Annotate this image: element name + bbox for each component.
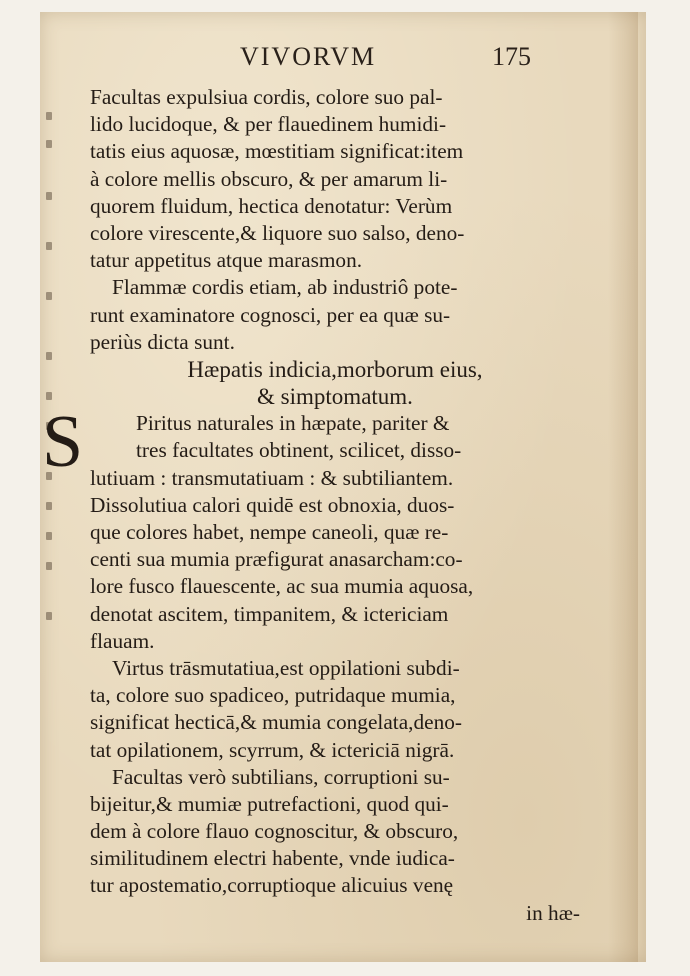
text-line: Piritus naturales in hæpate, pariter & [136, 411, 450, 436]
text-line: Virtus trāsmutatiua,est oppilationi subdi- [112, 655, 460, 680]
text-line: denotat ascitem, timpanitem, & ictericiam [90, 601, 449, 626]
text-line: que colores habet, nempe caneoli, quæ re- [90, 520, 449, 544]
text-line: tres facultates obtinent, scilicet, disso- [136, 438, 462, 463]
text-line: Facultas verò subtilians, corruptioni su- [112, 764, 450, 789]
book-page [40, 12, 646, 962]
running-head: VIVORVM [240, 42, 377, 71]
bleed-through-marks [40, 92, 62, 652]
text-line: flauam. [90, 628, 155, 653]
drop-capital: S [42, 401, 84, 483]
text-line: quorem fluidum, hectica denotatur: Verùm [90, 193, 453, 218]
page-header [40, 42, 646, 82]
text-line: Dissolutiua calori quidē est obnoxia, duos- [90, 492, 455, 517]
page-number: 175 [492, 42, 531, 71]
text-line: significat hecticā,& mumia congelata,deno- [90, 710, 462, 735]
section-heading: Hæpatis indicia,morborum eius, [187, 356, 483, 382]
text-line: tur apostematio,corruptioque alicuius venę [90, 873, 454, 898]
text-line: lido lucidoque, & per flauedinem humidi- [90, 112, 447, 137]
text-line: tatur appetitus atque marasmon. [90, 248, 363, 273]
text-line: lutiuam : transmutatiuam : & subtiliantem. [90, 465, 454, 490]
text-line: runt examinatore cognosci, per ea quæ su- [90, 302, 451, 327]
text-line: tatis eius aquosæ, mœstitiam significat:item [90, 139, 464, 164]
catchword: in hæ- [526, 900, 580, 925]
body-text [90, 84, 580, 927]
text-line: periùs dicta sunt. [90, 329, 235, 354]
text-line: colore virescente,& liquore suo salso, deno- [90, 220, 465, 245]
page-edge-stain [608, 12, 638, 962]
text-line: tat opilationem, scyrrum, & ictericiā nigrā. [90, 737, 455, 762]
text-line: Flammæ cordis etiam, ab industriô pote- [112, 275, 458, 300]
text-line: bijeitur,& mumiæ putrefactioni, quod qui- [90, 791, 449, 816]
section-heading: & simptomatum. [257, 384, 413, 410]
text-line: Facultas expulsiua cordis, colore suo pal- [90, 85, 443, 109]
text-line: similitudinem electri habente, vnde iudica- [90, 846, 455, 871]
text-line: lore fusco flauescente, ac sua mumia aquosa, [90, 574, 474, 599]
text-line: à colore mellis obscuro, & per amarum li- [90, 166, 448, 191]
text-line: dem à colore flauo cognoscitur, & obscuro, [90, 819, 459, 844]
text-line: centi sua mumia præfigurat anasarcham:co- [90, 547, 463, 572]
text-line: ta, colore suo spadiceo, putridaque mumia, [90, 683, 456, 708]
